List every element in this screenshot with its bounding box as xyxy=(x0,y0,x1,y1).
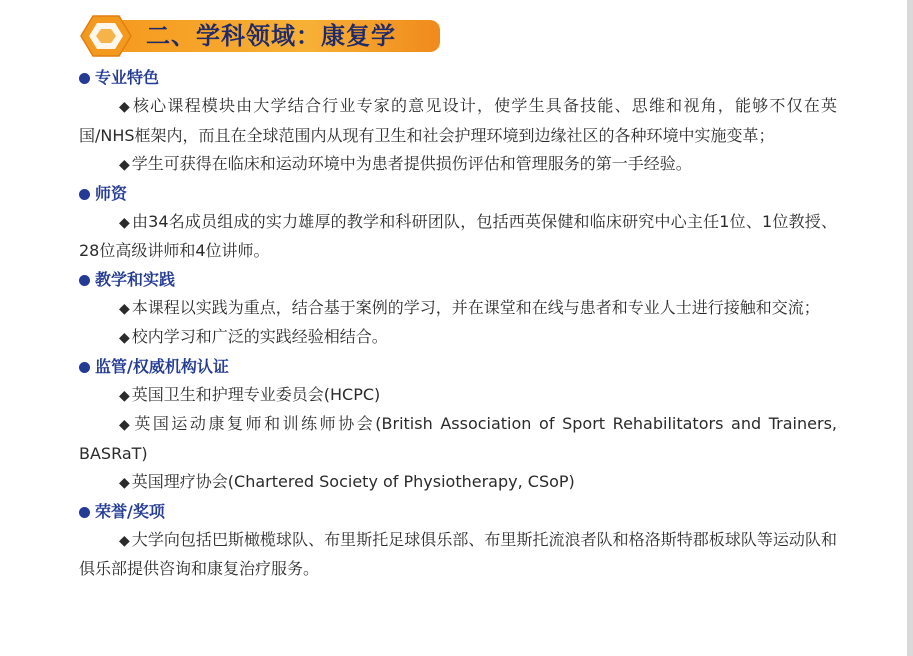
diamond-bullet-icon: ◆ xyxy=(119,157,130,173)
content-body xyxy=(79,64,837,584)
bullet-paragraph: ◆ 校内学习和广泛的实践经验相结合。 xyxy=(79,323,837,353)
section-heading: 师资 xyxy=(79,180,837,208)
bullet-paragraph: ◆ 英国理疗协会(Chartered Society of Physiotherapy, CSoP) xyxy=(79,468,837,498)
diamond-bullet-icon: ◆ xyxy=(119,387,130,404)
section-heading: 教学和实践 xyxy=(79,266,837,294)
bullet-paragraph: ◆ 由34名成员组成的实力雄厚的教学和科研团队，包括西英保健和临床研究中心主任1位、1位教授、28位高级讲师和4位讲师。 xyxy=(79,208,837,266)
page-title: 二、学科领域：康复学 xyxy=(146,22,396,50)
section-heading: 监管/权威机构认证 xyxy=(79,353,837,381)
diamond-bullet-icon: ◆ xyxy=(119,417,130,433)
diamond-bullet-icon: ◆ xyxy=(119,214,130,231)
bullet-paragraph: ◆ 本课程以实践为重点，结合基于案例的学习，并在课堂和在线与患者和专业人士进行接触和交流； xyxy=(79,294,837,324)
bullet-paragraph: ◆ 英国运动康复师和训练师协会(British Association of Sport Rehabilitators and Trainers, BASRaT) xyxy=(79,410,837,468)
section-banner xyxy=(80,14,440,58)
bullet-paragraph: ◆ 核心课程模块由大学结合行业专家的意见设计，使学生具备技能、思维和视角，能够不仅在英国/NHS框架内，而且在全球范围内从现有卫生和社会护理环境到边缘社区的各种环境中实施变革； xyxy=(79,92,837,150)
bullet-dot-icon xyxy=(79,73,90,84)
section-faculty xyxy=(79,180,837,266)
bullet-dot-icon xyxy=(79,275,90,286)
diamond-bullet-icon: ◆ xyxy=(119,532,130,549)
page-edge-shadow xyxy=(907,0,913,656)
section-heading: 荣誉/奖项 xyxy=(79,498,837,526)
bullet-paragraph: ◆ 大学向包括巴斯橄榄球队、布里斯托足球俱乐部、布里斯托流浪者队和格洛斯特郡板球队等运动队和俱乐部提供咨询和康复治疗服务。 xyxy=(79,526,837,584)
diamond-bullet-icon: ◆ xyxy=(119,475,130,491)
bullet-paragraph: ◆ 学生可获得在临床和运动环境中为患者提供损伤评估和管理服务的第一手经验。 xyxy=(79,150,837,180)
bullet-paragraph: ◆ 英国卫生和护理专业委员会(HCPC) xyxy=(79,381,837,411)
hexagon-badge-icon xyxy=(80,14,132,58)
section-teaching xyxy=(79,266,837,353)
diamond-bullet-icon: ◆ xyxy=(119,330,130,346)
section-accreditation xyxy=(79,353,837,498)
diamond-bullet-icon: ◆ xyxy=(119,99,130,115)
bullet-dot-icon xyxy=(79,362,90,373)
bullet-dot-icon xyxy=(79,507,90,518)
section-features xyxy=(79,64,837,180)
bullet-dot-icon xyxy=(79,189,90,200)
section-heading: 专业特色 xyxy=(79,64,837,92)
diamond-bullet-icon: ◆ xyxy=(119,300,130,317)
section-honors xyxy=(79,498,837,584)
